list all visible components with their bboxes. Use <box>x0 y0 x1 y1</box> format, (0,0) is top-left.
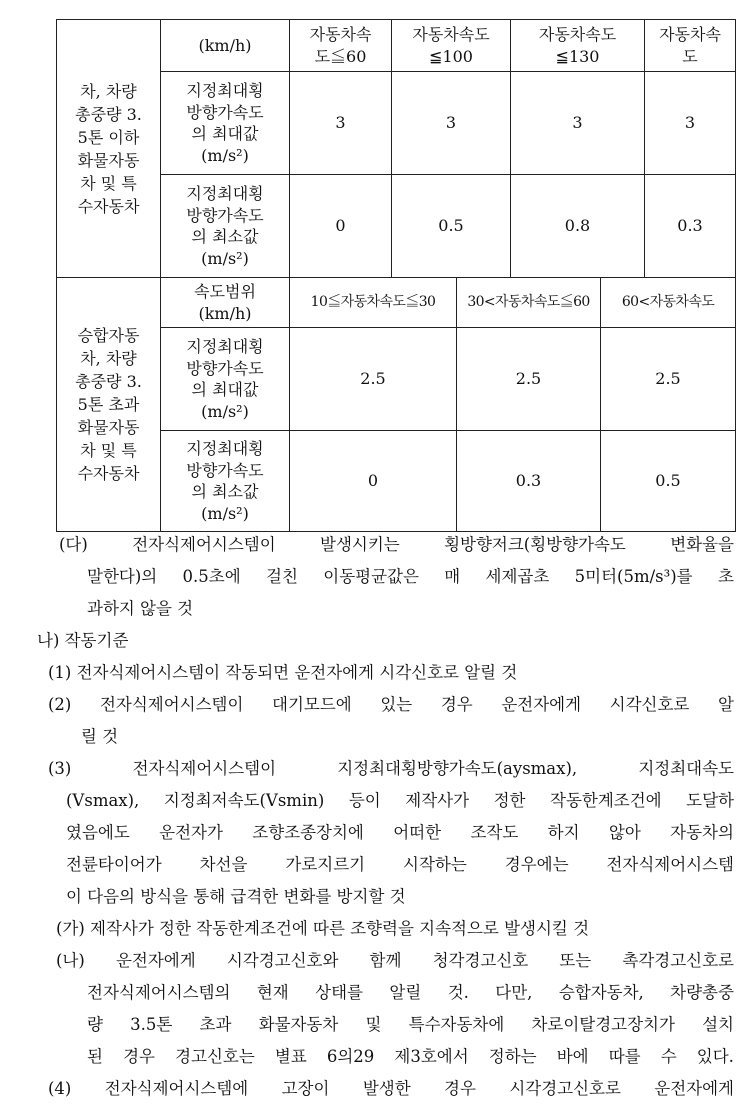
word: 였음에도 <box>66 823 130 842</box>
word: 설치 <box>702 1015 734 1034</box>
word: 발생한 <box>362 1079 411 1098</box>
max-accel-label: 지정최대횡 방향가속도 의 최대값 (m/s²) <box>161 72 290 175</box>
category-small-vehicles: 차, 차량 총중량 3. 5톤 이하 화물자동 차 및 특 수자동차 <box>57 20 161 278</box>
word: 현재 <box>256 983 289 1002</box>
paragraph-da-line1 <box>59 535 734 555</box>
word: 전륜타이어가 <box>66 855 162 874</box>
item-nb-line3 <box>87 1015 734 1035</box>
speed-range-2: 자동차속도 ≦100 <box>392 20 511 72</box>
item-2-line2: 릴 것 <box>81 727 119 746</box>
word: 운전자에게 <box>115 951 196 970</box>
spec-table <box>56 19 736 532</box>
min-value: 0.3 <box>457 431 601 532</box>
word: (다) <box>59 535 88 554</box>
word: 알릴 <box>389 983 422 1002</box>
speed-range-2: 30<자동차속도≦60 <box>457 278 601 328</box>
word: 3.5톤 <box>130 1015 173 1034</box>
item-3-line4 <box>66 855 734 875</box>
word: 청각경고신호 <box>432 951 529 970</box>
min-value: 0 <box>290 431 457 532</box>
word: 경고신호는 <box>175 1047 255 1066</box>
category-large-vehicles: 승합자동 차, 차량 총중량 3. 5톤 초과 화물자동 차 및 특 수자동차 <box>57 278 161 532</box>
word: 바에 <box>556 1047 589 1066</box>
word: 변화율을 <box>670 535 734 554</box>
word: 경우에는 <box>504 855 569 874</box>
word: 차로이탈경고장치가 <box>531 1015 675 1034</box>
word: 제작사가 <box>405 791 470 810</box>
word: 전자식제어시스템 <box>606 855 734 874</box>
word: 등이 <box>348 791 381 810</box>
speed-unit-label: (km/h) <box>161 20 290 72</box>
item-ga: (가) 제작사가 정한 작동한계조건에 따른 조향력을 지속적으로 발생시킬 것 <box>56 919 590 938</box>
word: 전자식제어시스템이 <box>132 759 277 778</box>
word: 함께 <box>369 951 402 970</box>
max-value: 3 <box>290 72 392 175</box>
min-value: 0.5 <box>392 175 511 278</box>
word: (4) <box>48 1079 72 1098</box>
word: 도달하 <box>686 791 734 810</box>
word: 량 <box>87 1015 103 1034</box>
word: (3) <box>48 759 72 778</box>
word: 운전자에게 <box>501 695 582 714</box>
section-heading-na: 나) 작동기준 <box>37 631 129 650</box>
word: 전자식제어시스템이 <box>99 695 244 714</box>
word: 시작하는 <box>403 855 467 874</box>
speed-range-3: 60<자동차속도 <box>601 278 736 328</box>
item-nb-line2 <box>87 983 734 1003</box>
word: 지정최대속도 <box>638 759 734 778</box>
word: 걸친 <box>266 567 298 586</box>
max-value: 3 <box>645 72 736 175</box>
word: 촉각경고신호로 <box>622 951 734 970</box>
word: 0.5초에 <box>182 567 241 586</box>
item-4-line1 <box>48 1079 734 1099</box>
word: (나) <box>56 951 85 970</box>
word: 대기모드에 <box>272 695 352 714</box>
paragraph-da-line2 <box>87 567 734 587</box>
word: 자동차의 <box>670 823 734 842</box>
item-nb-line1 <box>56 951 734 971</box>
word: 매 <box>444 567 461 586</box>
word: 조향조종장치에 <box>252 823 364 842</box>
word: 된 <box>87 1047 103 1066</box>
word: 작동한계조건에 <box>550 791 662 810</box>
item-nb-line4 <box>87 1047 734 1067</box>
word: 있다. <box>696 1047 734 1066</box>
item-3-line3 <box>66 823 734 843</box>
word: 상태를 <box>315 983 363 1002</box>
word: 말한다)의 <box>87 567 158 586</box>
word: 경우 <box>444 1079 476 1098</box>
min-value: 0.5 <box>601 431 736 532</box>
word: 따를 <box>608 1047 641 1066</box>
max-value: 2.5 <box>290 328 457 431</box>
word: 초 <box>717 567 734 586</box>
max-value: 3 <box>392 72 511 175</box>
word: 승합자동차, <box>558 983 644 1002</box>
speed-range-3: 자동차속도 ≦130 <box>511 20 645 72</box>
word: 경우 <box>440 695 473 714</box>
word: 하지 <box>547 823 580 842</box>
word: 알 <box>717 695 734 714</box>
word: 시각경고신호와 <box>226 951 339 970</box>
max-value: 2.5 <box>601 328 736 431</box>
min-accel-label: 지정최대횡 방향가속도 의 최소값 (m/s²) <box>161 175 290 278</box>
word: 있는 <box>380 695 413 714</box>
item-3-line2 <box>66 791 734 811</box>
word: 지정최저속도(Vsmin) <box>163 791 325 810</box>
min-accel-label: 지정최대횡 방향가속도 의 최소값 (m/s²) <box>161 431 290 532</box>
word: 특수자동차에 <box>408 1015 505 1034</box>
word: 차선을 <box>199 855 248 874</box>
word: 조작도 <box>470 823 519 842</box>
word: (2) <box>48 695 72 714</box>
word: 화물자동차 <box>258 1015 339 1034</box>
max-value: 3 <box>511 72 645 175</box>
word: 차량총중 <box>670 983 734 1002</box>
word: 고장이 <box>281 1079 330 1098</box>
item-2-line1 <box>48 695 734 715</box>
speed-range-1: 10≦자동차속도≦30 <box>290 278 457 328</box>
word: 정한 <box>493 791 526 810</box>
word: 정하는 <box>488 1047 537 1066</box>
word: 5미터(5m/s³)를 <box>574 567 693 586</box>
word: 것. <box>447 983 469 1002</box>
word: 경우 <box>123 1047 155 1066</box>
min-value: 0.8 <box>511 175 645 278</box>
min-value: 0.3 <box>645 175 736 278</box>
word: 지정최대횡방향가속도(aysmax), <box>337 759 578 778</box>
word: 가로지르기 <box>285 855 366 874</box>
word: 다만, <box>495 983 533 1002</box>
word: 전자식제어시스템에 <box>104 1079 249 1098</box>
word: 발생시키는 <box>320 535 400 554</box>
word: 시각경고신호로 <box>509 1079 621 1098</box>
item-3-line5: 이 다음의 방식을 통해 급격한 변화를 방지할 것 <box>66 887 406 906</box>
speed-range-4: 자동차속 도 <box>645 20 736 72</box>
min-value: 0 <box>290 175 392 278</box>
word: 시각신호로 <box>609 695 690 714</box>
word: 수 <box>660 1047 677 1066</box>
word: 운전자에게 <box>654 1079 734 1098</box>
item-1: (1) 전자식제어시스템이 작동되면 운전자에게 시각신호로 알릴 것 <box>48 663 518 682</box>
speed-range-label: 속도범위 (km/h) <box>161 278 290 328</box>
max-value: 2.5 <box>457 328 601 431</box>
word: (Vsmax), <box>66 791 140 810</box>
word: 전자식제어시스템의 <box>87 983 231 1002</box>
word: 이동평균값은 <box>323 567 419 586</box>
word: 세제곱초 <box>485 567 550 586</box>
item-3-line1 <box>48 759 734 779</box>
word: 6의29 <box>326 1047 375 1066</box>
word: 또는 <box>559 951 592 970</box>
word: 횡방향저크(횡방향가속도 <box>444 535 626 554</box>
word: 전자식제어시스템이 <box>132 535 276 554</box>
paragraph-da-line3: 과하지 않을 것 <box>87 599 194 618</box>
word: 어떠한 <box>393 823 442 842</box>
word: 초과 <box>199 1015 232 1034</box>
speed-range-1: 자동차속 도≦60 <box>290 20 392 72</box>
word: 제3호에서 <box>394 1047 469 1066</box>
word: 않아 <box>608 823 641 842</box>
max-accel-label: 지정최대횡 방향가속도 의 최대값 (m/s²) <box>161 328 290 431</box>
word: 별표 <box>274 1047 307 1066</box>
word: 및 <box>365 1015 382 1034</box>
word: 운전자가 <box>159 823 223 842</box>
